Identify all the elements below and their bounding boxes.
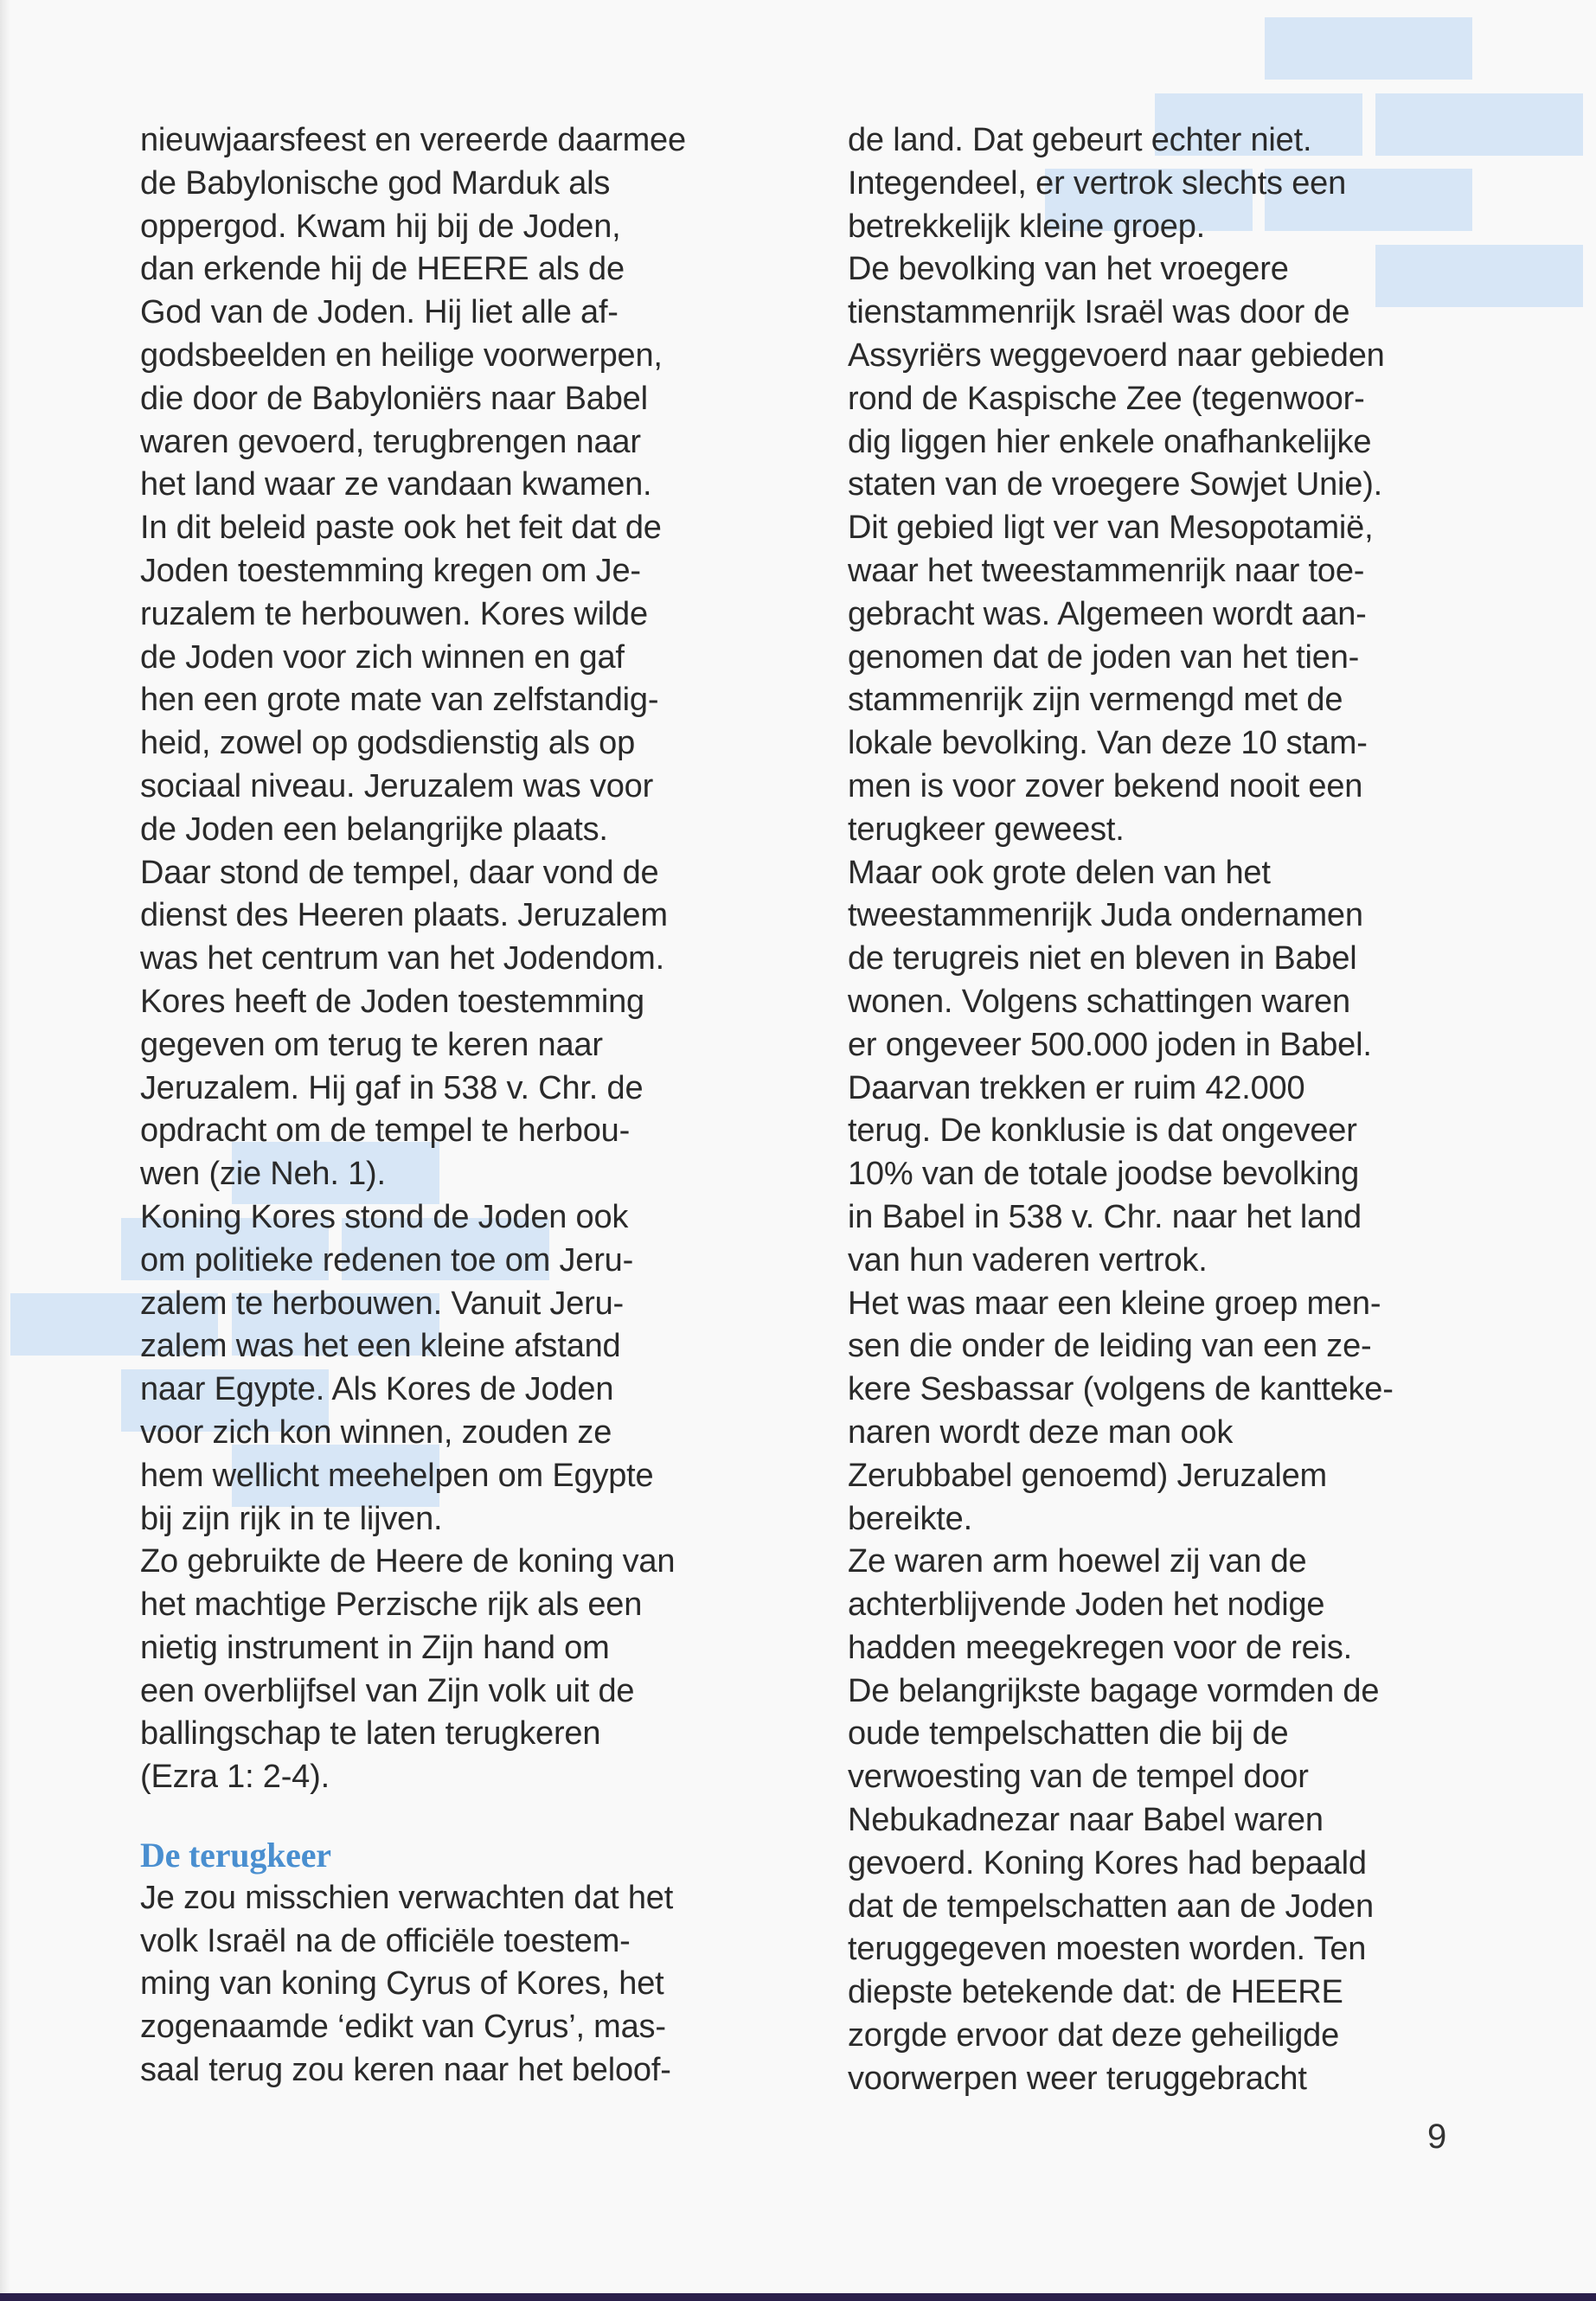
left-column bbox=[140, 119, 798, 2093]
text-line: gevoerd. Koning Kores had bepaald bbox=[848, 1844, 1367, 1881]
section-heading: De terugkeer bbox=[140, 1836, 331, 1875]
text-line: opdracht om de tempel te herbou- bbox=[140, 1112, 631, 1150]
bottom-edge-strip bbox=[0, 2293, 1596, 2301]
text-line: zorgde ervoor dat deze geheiligde bbox=[848, 2017, 1340, 2054]
text-line: volk Israël na de officiële toestem- bbox=[140, 1922, 631, 1959]
text-line: tweestammenrijk Juda ondernamen bbox=[848, 897, 1363, 934]
text-line: wonen. Volgens schattingen waren bbox=[848, 983, 1350, 1020]
text-line: hadden meegekregen voor de reis. bbox=[848, 1629, 1352, 1666]
text-line: Zerubbabel genoemd) Jeruzalem bbox=[848, 1457, 1327, 1494]
text-line: Maar ook grote delen van het bbox=[848, 854, 1271, 891]
text-line: de Joden een belangrijke plaats. bbox=[140, 811, 608, 848]
text-line: de terugreis niet en bleven in Babel bbox=[848, 940, 1357, 977]
text-line: de land. Dat gebeurt echter niet. bbox=[848, 122, 1312, 158]
text-line: dienst des Heeren plaats. Jeruzalem bbox=[140, 897, 668, 934]
text-line: het land waar ze vandaan kwamen. bbox=[140, 466, 652, 503]
text-line: staten van de vroegere Sowjet Unie). bbox=[848, 466, 1383, 503]
text-line: waar het tweestammenrijk naar toe- bbox=[848, 552, 1365, 589]
text-line: diepste betekende dat: de HEERE bbox=[848, 1974, 1343, 2011]
page-edge-shadow bbox=[0, 0, 10, 2301]
text-line: saal terug zou keren naar het beloof- bbox=[140, 2052, 671, 2089]
highlight-block bbox=[1265, 17, 1472, 80]
left-paragraph-3 bbox=[140, 1541, 798, 1799]
text-line: voorwerpen weer teruggebracht bbox=[848, 2060, 1307, 2097]
right-paragraph-1 bbox=[848, 119, 1505, 248]
text-line: Je zou misschien verwachten dat het bbox=[140, 1879, 674, 1916]
left-paragraph-4 bbox=[140, 1877, 798, 2093]
text-line: bereikte. bbox=[848, 1500, 972, 1537]
text-line: De bevolking van het vroegere bbox=[848, 251, 1289, 288]
text-line: dig liggen hier enkele onafhankelijke bbox=[848, 423, 1372, 460]
text-line: Integendeel, er vertrok slechts een bbox=[848, 164, 1347, 202]
page-number: 9 bbox=[1427, 2118, 1447, 2156]
text-line: lokale bevolking. Van deze 10 stam- bbox=[848, 725, 1368, 762]
text-line: in Babel in 538 v. Chr. naar het land bbox=[848, 1198, 1362, 1235]
text-line: Koning Kores stond de Joden ook bbox=[140, 1198, 629, 1235]
text-line: er ongeveer 500.000 joden in Babel. bbox=[848, 1026, 1372, 1063]
text-line: naren wordt deze man ook bbox=[848, 1413, 1234, 1451]
text-line: Joden toestemming kregen om Je- bbox=[140, 552, 641, 589]
text-line: ming van koning Cyrus of Kores, het bbox=[140, 1965, 664, 2003]
text-line: men is voor zover bekend nooit een bbox=[848, 767, 1363, 804]
text-line: Daar stond de tempel, daar vond de bbox=[140, 854, 659, 891]
text-line: de Joden voor zich winnen en gaf bbox=[140, 638, 625, 676]
text-line: genomen dat de joden van het tien- bbox=[848, 638, 1360, 676]
text-line: wen (zie Neh. 1). bbox=[140, 1156, 386, 1193]
text-line: Ze waren arm hoewel zij van de bbox=[848, 1543, 1307, 1580]
left-paragraph-1 bbox=[140, 119, 798, 1196]
text-line: Daarvan trekken er ruim 42.000 bbox=[848, 1069, 1305, 1106]
text-line: gebracht was. Algemeen wordt aan- bbox=[848, 595, 1367, 632]
text-line: voor zich kon winnen, zouden ze bbox=[140, 1413, 612, 1451]
text-line: Het was maar een kleine groep men- bbox=[848, 1285, 1381, 1322]
text-line: sociaal niveau. Jeruzalem was voor bbox=[140, 767, 654, 804]
text-line: 10% van de totale joodse bevolking bbox=[848, 1156, 1360, 1193]
text-line: Jeruzalem. Hij gaf in 538 v. Chr. de bbox=[140, 1069, 644, 1106]
text-line: naar Egypte. Als Kores de Joden bbox=[140, 1371, 614, 1408]
text-line: Assyriërs weggevoerd naar gebieden bbox=[848, 336, 1385, 374]
text-line: godsbeelden en heilige voorwerpen, bbox=[140, 336, 663, 374]
text-line: tienstammenrijk Israël was door de bbox=[848, 294, 1350, 331]
text-line: teruggegeven moesten worden. Ten bbox=[848, 1931, 1367, 1968]
text-line: nietig instrument in Zijn hand om bbox=[140, 1629, 610, 1666]
text-line: oude tempelschatten die bij de bbox=[848, 1715, 1289, 1753]
text-line: stammenrijk zijn vermengd met de bbox=[848, 682, 1343, 719]
text-line: om politieke redenen toe om Jeru- bbox=[140, 1241, 634, 1279]
right-paragraph-5 bbox=[848, 1541, 1505, 2100]
text-line: In dit beleid paste ook het feit dat de bbox=[140, 510, 662, 547]
text-line: gegeven om terug te keren naar bbox=[140, 1026, 603, 1063]
text-line: terugkeer geweest. bbox=[848, 811, 1125, 848]
right-paragraph-3 bbox=[848, 852, 1505, 1283]
text-line: heid, zowel op godsdienstig als op bbox=[140, 725, 636, 762]
right-column bbox=[848, 119, 1505, 2101]
text-line: achterblijvende Joden het nodige bbox=[848, 1586, 1325, 1624]
text-line: bij zijn rijk in te lijven. bbox=[140, 1500, 443, 1537]
text-line: nieuwjaarsfeest en vereerde daarmee bbox=[140, 122, 686, 158]
text-line: ruzalem te herbouwen. Kores wilde bbox=[140, 595, 648, 632]
text-line: die door de Babyloniërs naar Babel bbox=[140, 380, 648, 417]
text-line: zalem was het een kleine afstand bbox=[140, 1328, 621, 1365]
text-line: een overblijfsel van Zijn volk uit de bbox=[140, 1672, 635, 1709]
right-paragraph-4 bbox=[848, 1283, 1505, 1541]
text-line: waren gevoerd, terugbrengen naar bbox=[140, 423, 641, 460]
section-gap bbox=[140, 1799, 798, 1834]
text-line: Zo gebruikte de Heere de koning van bbox=[140, 1543, 676, 1580]
left-paragraph-2 bbox=[140, 1196, 798, 1541]
text-line: hen een grote mate van zelfstandig- bbox=[140, 682, 659, 719]
text-line: dan erkende hij de HEERE als de bbox=[140, 251, 625, 288]
text-line: Dit gebied ligt ver van Mesopotamië, bbox=[848, 510, 1374, 547]
text-line: sen die onder de leiding van een ze- bbox=[848, 1328, 1372, 1365]
text-line: Kores heeft de Joden toestemming bbox=[140, 983, 644, 1020]
text-line: Nebukadnezar naar Babel waren bbox=[848, 1802, 1324, 1839]
text-line: het machtige Perzische rijk als een bbox=[140, 1586, 643, 1624]
text-line: God van de Joden. Hij liet alle af- bbox=[140, 294, 619, 331]
text-line: zogenaamde ‘edikt van Cyrus’, mas- bbox=[140, 2009, 666, 2046]
text-line: was het centrum van het Jodendom. bbox=[140, 940, 664, 977]
text-line: de Babylonische god Marduk als bbox=[140, 164, 611, 202]
text-line: dat de tempelschatten aan de Joden bbox=[848, 1888, 1374, 1925]
text-line: betrekkelijk kleine groep. bbox=[848, 208, 1206, 245]
text-line: terug. De konklusie is dat ongeveer bbox=[848, 1112, 1357, 1150]
text-line: kere Sesbassar (volgens de kantteke- bbox=[848, 1371, 1394, 1408]
text-line: De belangrijkste bagage vormden de bbox=[848, 1672, 1380, 1709]
text-line: rond de Kaspische Zee (tegenwoor- bbox=[848, 380, 1365, 417]
text-line: (Ezra 1: 2-4). bbox=[140, 1759, 330, 1796]
text-line: oppergod. Kwam hij bij de Joden, bbox=[140, 208, 621, 245]
right-paragraph-2 bbox=[848, 248, 1505, 851]
text-line: ballingschap te laten terugkeren bbox=[140, 1715, 601, 1753]
text-line: van hun vaderen vertrok. bbox=[848, 1241, 1208, 1279]
text-line: hem wellicht meehelpen om Egypte bbox=[140, 1457, 654, 1494]
text-line: verwoesting van de tempel door bbox=[848, 1759, 1309, 1796]
text-line: zalem te herbouwen. Vanuit Jeru- bbox=[140, 1285, 624, 1322]
